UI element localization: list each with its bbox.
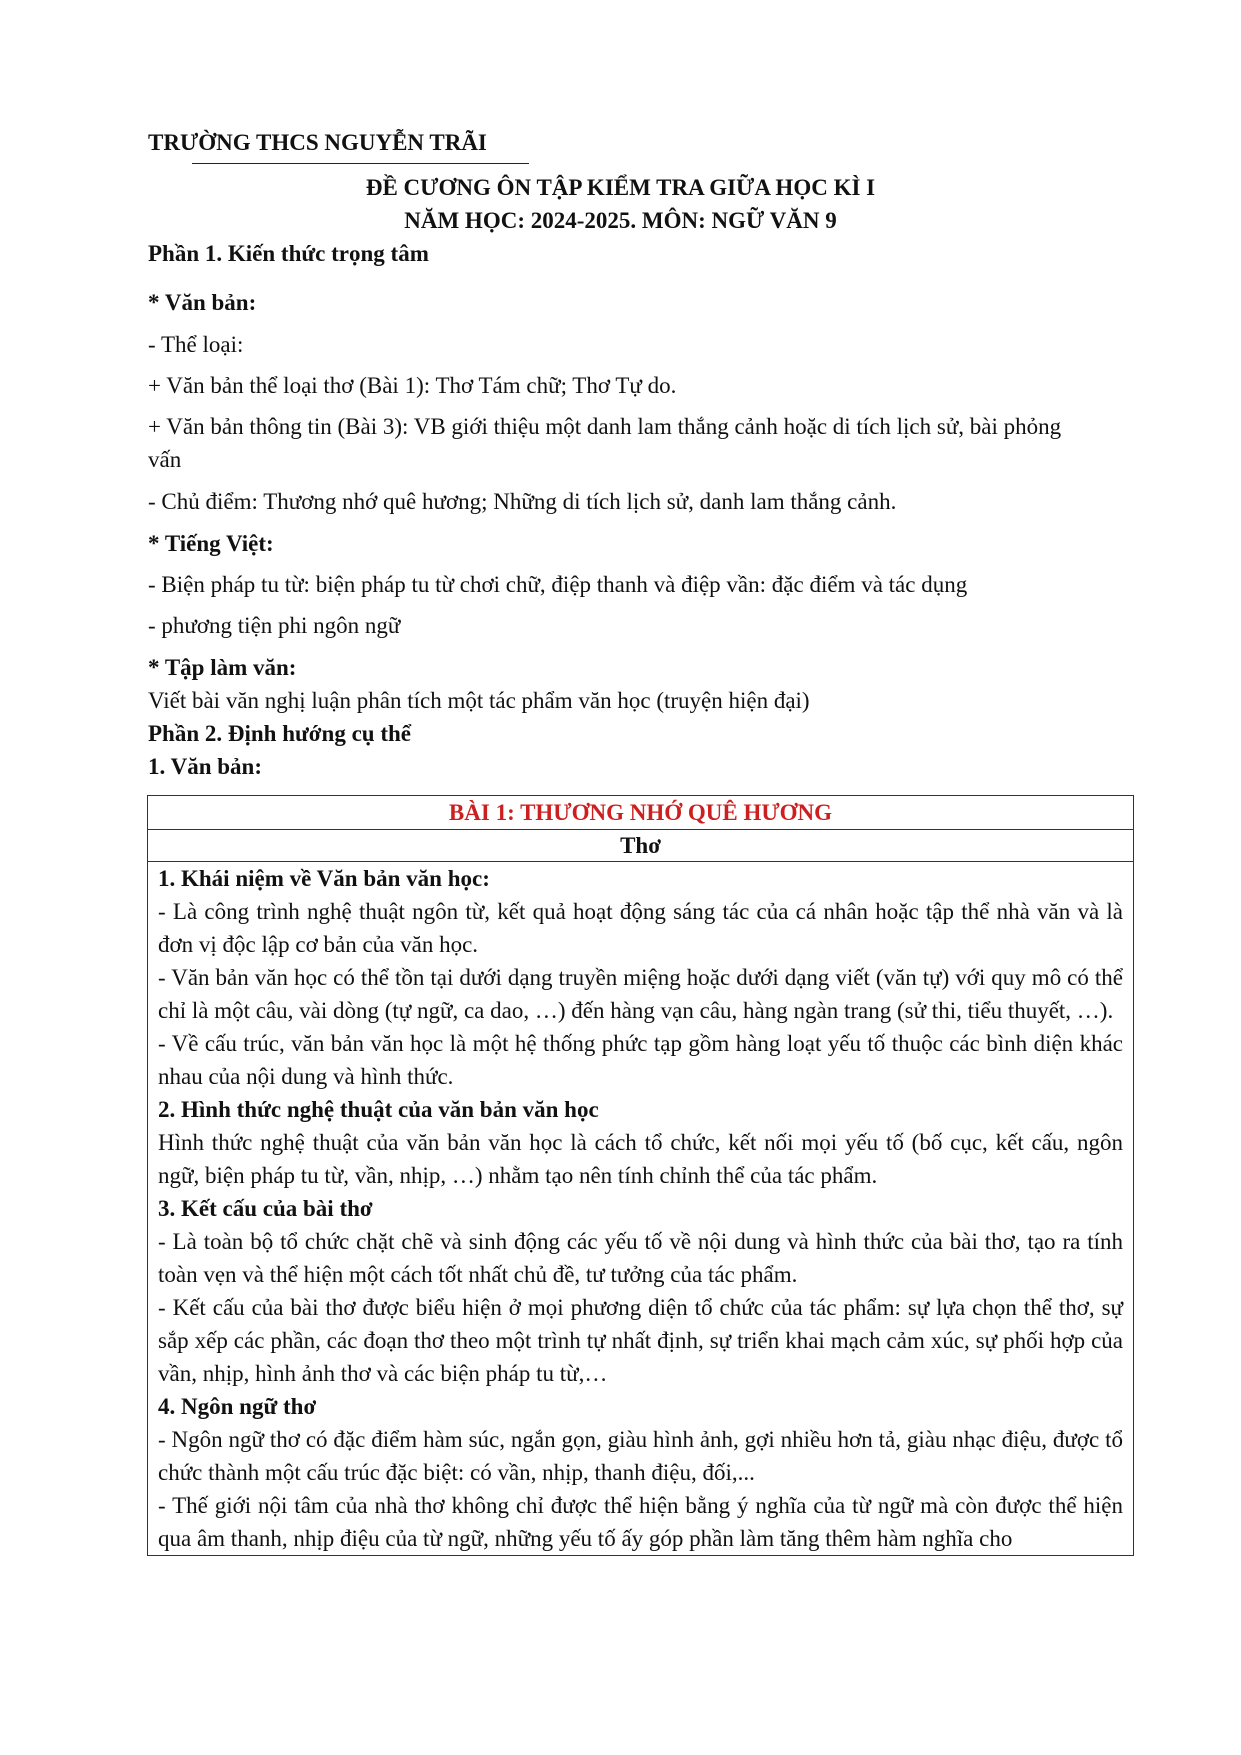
document-subtitle: NĂM HỌC: 2024-2025. MÔN: NGỮ VĂN 9 xyxy=(404,208,837,233)
section-3-paragraph: - Là toàn bộ tổ chức chặt chẽ và sinh động các yếu tố về nội dung và hình thức của bài thơ, tạo ra tính toàn vẹn và thể hiện một cách tốt nhất chủ đề, tư tưởng của tác phẩm. xyxy=(158,1229,1123,1287)
lesson-genre: Thơ xyxy=(148,830,1134,862)
phuong-tien-line: - phương tiện phi ngôn ngữ xyxy=(148,613,401,638)
lesson-content xyxy=(148,862,1134,1556)
part1-heading: Phần 1. Kiến thức trọng tâm xyxy=(148,241,429,266)
school-underline xyxy=(192,163,529,164)
bien-phap-tu-tu-line: - Biện pháp tu từ: biện pháp tu từ chơi chữ, điệp thanh và điệp vần: đặc điểm và tác dụng xyxy=(148,572,968,597)
section-2-paragraph: Hình thức nghệ thuật của văn bản văn học là cách tổ chức, kết nối mọi yếu tố (bố cục, kết cấu, ngôn ngữ, biện pháp tu từ, vần, nhịp, …) nhằm tạo nên tính chỉnh thể của tác phẩm. xyxy=(158,1130,1123,1188)
school-name: TRƯỜNG THCS NGUYỄN TRÃI xyxy=(148,130,487,155)
section-3-paragraph: - Kết cấu của bài thơ được biểu hiện ở mọi phương diện tổ chức của tác phẩm: sự lựa chọn thể thơ, sự sắp xếp các phần, các đoạn thơ theo một trình tự nhất định, sự triển khai mạch cảm xúc, sự phối hợp của vần, nhịp, hình ảnh thơ và các biện pháp tu từ,… xyxy=(158,1295,1123,1386)
chu-diem-line: - Chủ điểm: Thương nhớ quê hương; Những di tích lịch sử, danh lam thắng cảnh. xyxy=(148,489,897,514)
section-1-heading: 1. Khái niệm về Văn bản văn học: xyxy=(158,866,490,891)
van-ban-thong-tin-line: + Văn bản thông tin (Bài 3): VB giới thiệu một danh lam thắng cảnh hoặc di tích lịch sử, bài phỏng vấn xyxy=(148,414,1062,472)
section-2-heading: 2. Hình thức nghệ thuật của văn bản văn học xyxy=(158,1097,599,1122)
section-4-paragraph: - Thế giới nội tâm của nhà thơ không chỉ được thể hiện bằng ý nghĩa của từ ngữ mà còn được thể hiện qua âm thanh, nhịp điệu của từ ngữ, những yếu tố ấy góp phần làm tăng thêm hàm nghĩa cho xyxy=(158,1493,1123,1551)
lesson-table xyxy=(147,795,1134,1556)
section-4-heading: 4. Ngôn ngữ thơ xyxy=(158,1394,317,1419)
tap-lam-van-heading: * Tập làm văn: xyxy=(148,655,297,680)
part2-heading: Phần 2. Định hướng cụ thể xyxy=(148,721,411,746)
document-title: ĐỀ CƯƠNG ÔN TẬP KIỂM TRA GIỮA HỌC KÌ I xyxy=(365,175,876,200)
tieng-viet-heading: * Tiếng Việt: xyxy=(148,531,274,556)
section-1-paragraph: - Văn bản văn học có thể tồn tại dưới dạng truyền miệng hoặc dưới dạng viết (văn tự) với quy mô có thể chỉ là một câu, vài dòng (tự ngữ, ca dao, …) đến hàng vạn câu, hàng ngàn trang (sử thi, tiểu thuyết, …). xyxy=(158,965,1123,1023)
van-ban-subheading: 1. Văn bản: xyxy=(148,754,262,779)
van-ban-heading: * Văn bản: xyxy=(148,290,257,315)
tap-lam-van-line: Viết bài văn nghị luận phân tích một tác phẩm văn học (truyện hiện đại) xyxy=(148,688,810,713)
section-3-heading: 3. Kết cấu của bài thơ xyxy=(158,1196,373,1221)
lesson-title: BÀI 1: THƯƠNG NHỚ QUÊ HƯƠNG xyxy=(148,796,1134,830)
the-loai-line: - Thể loại: xyxy=(148,332,244,357)
van-ban-tho-line: + Văn bản thể loại thơ (Bài 1): Thơ Tám chữ; Thơ Tự do. xyxy=(148,373,677,398)
section-4-paragraph: - Ngôn ngữ thơ có đặc điểm hàm súc, ngắn gọn, giàu hình ảnh, gợi nhiều hơn tả, giàu nhạc điệu, được tổ chức thành một cấu trúc đặc biệt: có vần, nhịp, thanh điệu, đối,... xyxy=(158,1427,1123,1485)
section-1-paragraph: - Về cấu trúc, văn bản văn học là một hệ thống phức tạp gồm hàng loạt yếu tố thuộc các bình diện khác nhau của nội dung và hình thức. xyxy=(158,1031,1123,1089)
section-1-paragraph: - Là công trình nghệ thuật ngôn từ, kết quả hoạt động sáng tác của cá nhân hoặc tập thể nhà văn và là đơn vị độc lập cơ bản của văn học. xyxy=(158,899,1123,957)
